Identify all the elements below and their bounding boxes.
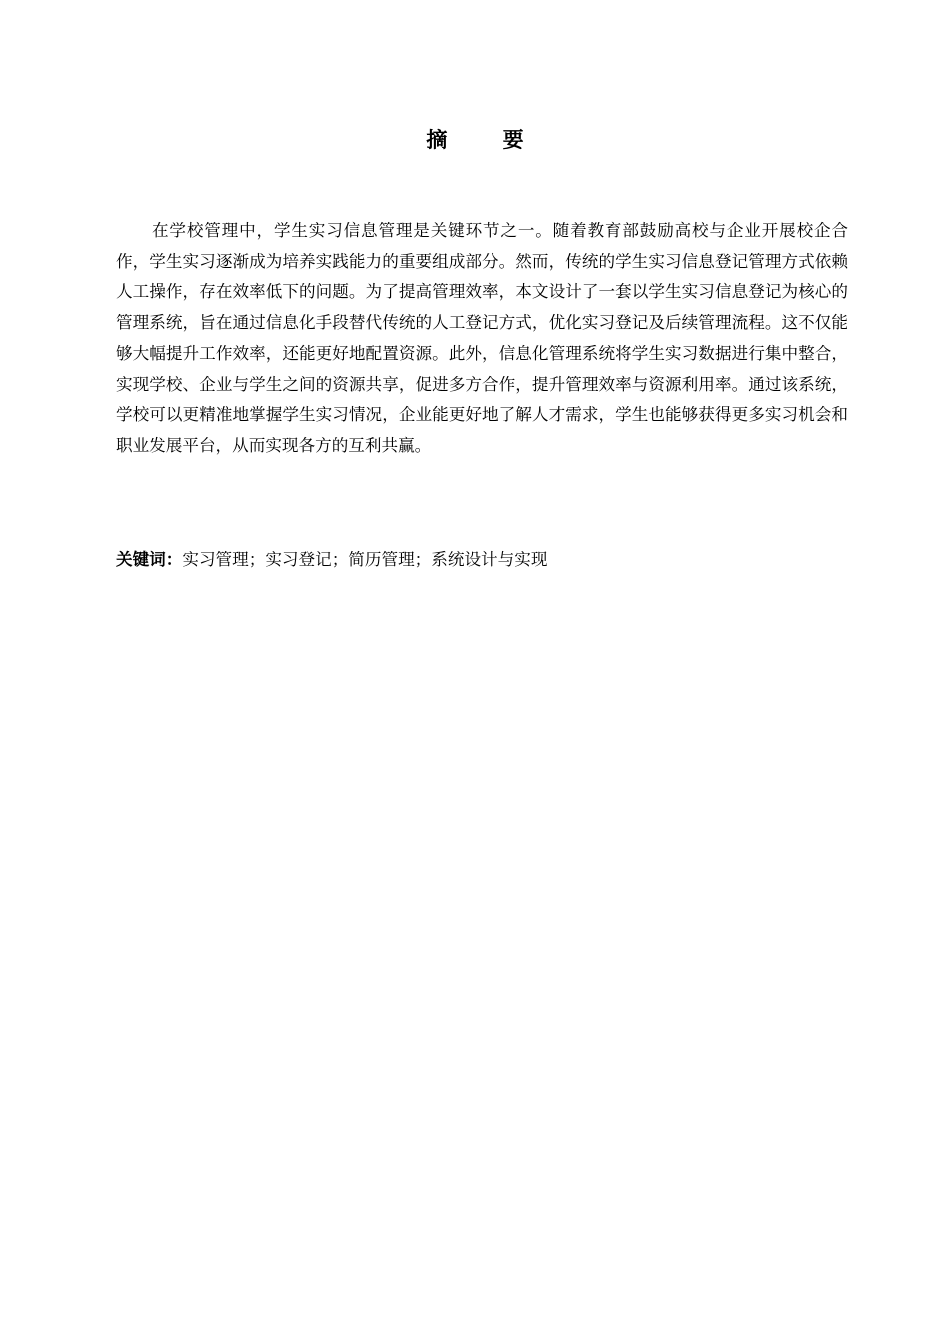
abstract-paragraph: 在学校管理中，学生实习信息管理是关键环节之一。随着教育部鼓励高校与企业开展校企合作，学生实习逐渐成为培养实践能力的重要组成部分。然而，传统的学生实习信息登记管理方式依赖人工操作，存在效率低下的问题。为了提高管理效率，本文设计了一套以学生实习信息登记为核心的管理系统，旨在通过信息化手段替代传统的人工登记方式，优化实习登记及后续管理流程。这不仅能够大幅提升工作效率，还能更好地配置资源。此外，信息化管理系统将学生实习数据进行集中整合，实现学校、企业与学生之间的资源共享，促进多方合作，提升管理效率与资源利用率。通过该系统，学校可以更精准地掌握学生实习情况，企业能更好地了解人才需求，学生也能够获得更多实习机会和职业发展平台，从而实现各方的互利共赢。 xyxy=(116,221,848,455)
keywords-list: 实习管理；实习登记；简历管理；系统设计与实现 xyxy=(182,550,548,569)
keywords-label: 关键词： xyxy=(116,550,183,569)
keywords-line xyxy=(116,545,848,575)
abstract-title: 摘 要 xyxy=(426,128,548,152)
